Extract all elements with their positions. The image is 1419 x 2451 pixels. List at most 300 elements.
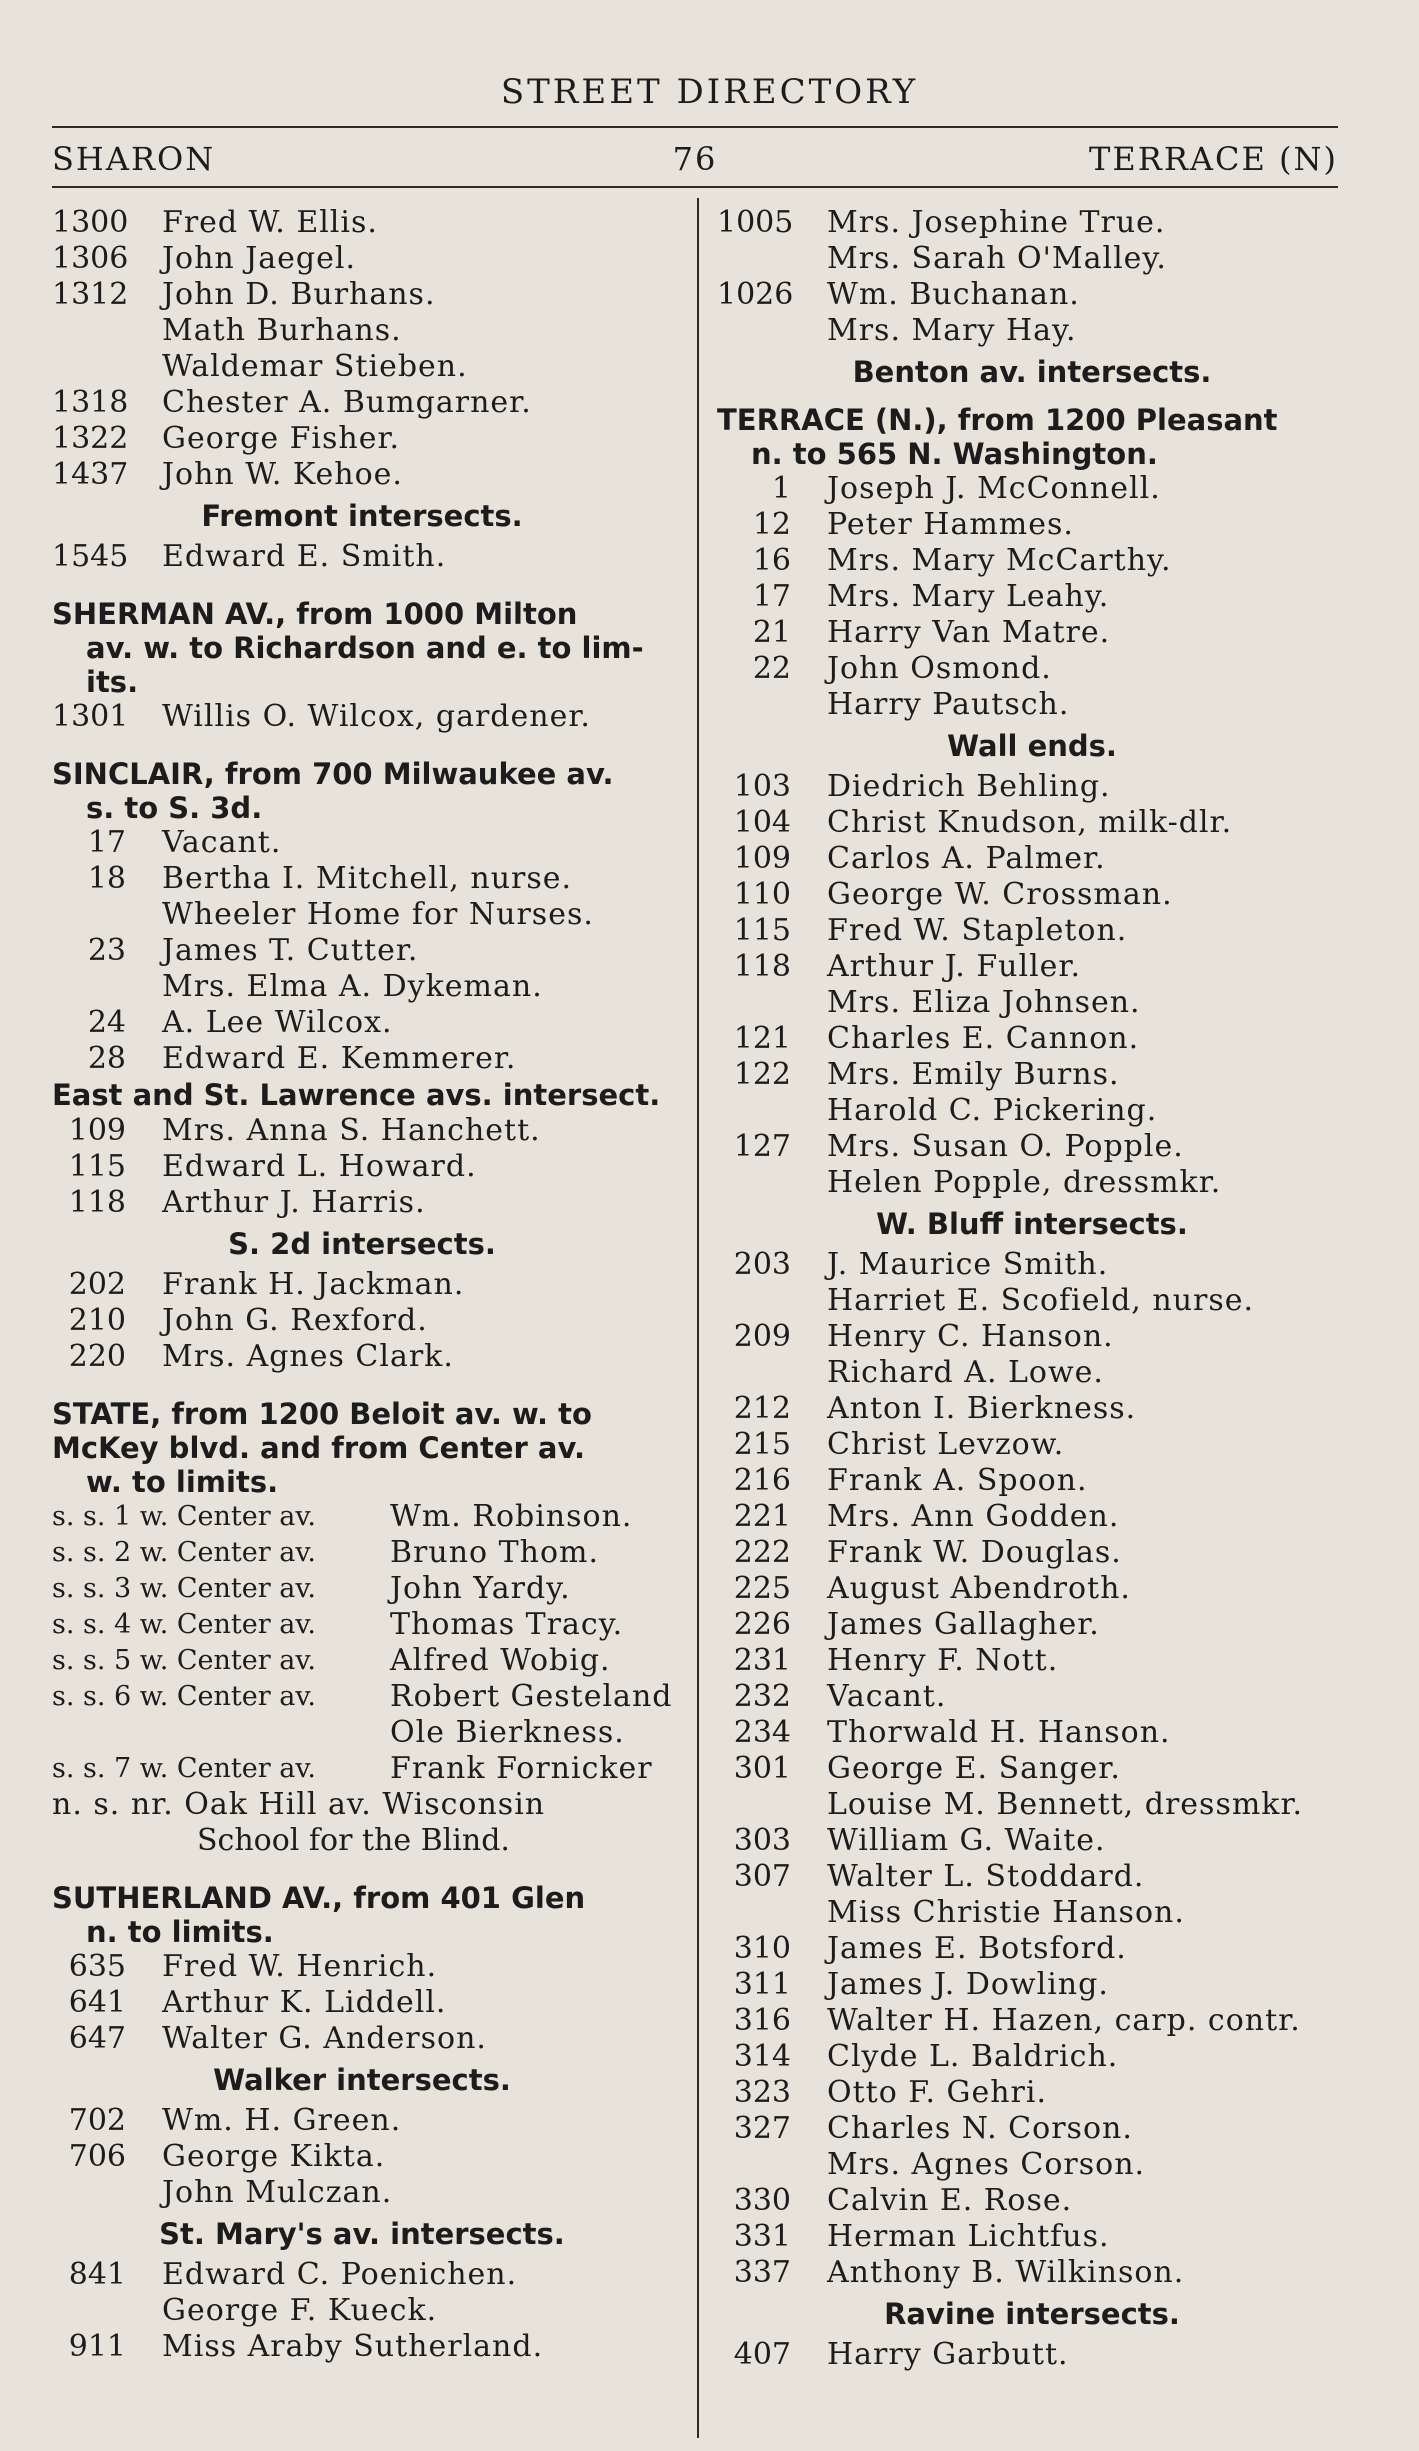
resident-name: Mrs. Mary McCarthy. [827, 543, 1172, 578]
directory-entry [52, 385, 672, 421]
house-number: 234 [733, 1715, 791, 1750]
directory-entry [717, 1499, 1347, 1535]
resident-name: Carlos A. Palmer. [827, 841, 1106, 876]
resident-name: Wheeler Home for Nurses. [162, 897, 594, 932]
directory-entry [52, 1339, 672, 1375]
resident-name: Walter G. Anderson. [162, 2021, 487, 2056]
column-divider [697, 198, 699, 2438]
directory-entry [717, 1571, 1347, 1607]
directory-entry [717, 2219, 1347, 2255]
resident-name: James T. Cutter. [162, 933, 419, 968]
resident-name: Chester A. Bumgarner. [162, 385, 532, 420]
directory-entry [52, 1113, 672, 1149]
resident-name: Miss Araby Sutherland. [162, 2329, 544, 2364]
directory-entry [717, 2255, 1347, 2291]
state-entry [52, 1607, 672, 1643]
house-number: 911 [68, 2329, 126, 2364]
resident-name: Wm. H. Green. [162, 2103, 402, 2138]
resident-name: Fred W. Henrich. [162, 1949, 438, 1984]
resident-name: Herman Lichtfus. [827, 2219, 1110, 2254]
street-heading-line: STATE, from 1200 Beloit av. w. to [52, 1397, 592, 1431]
resident-name: John W. Kehoe. [162, 457, 403, 492]
cross-street: Fremont intersects. [201, 499, 523, 533]
header-rule-bottom [52, 186, 1338, 188]
resident-name: John G. Rexford. [162, 1303, 428, 1338]
directory-entry [52, 2329, 672, 2365]
directory-entry [52, 349, 672, 385]
house-number: 24 [87, 1005, 126, 1040]
resident-name: August Abendroth. [827, 1571, 1131, 1606]
resident-name: Arthur K. Liddell. [162, 1985, 447, 2020]
directory-entry [717, 1355, 1347, 1391]
entry-list [52, 2257, 672, 2365]
directory-entry [717, 205, 1347, 241]
resident-name: James Gallagher. [827, 1607, 1100, 1642]
street-heading-line: SHERMAN AV., from 1000 Milton [52, 597, 578, 631]
resident-name: Henry C. Hanson. [827, 1319, 1114, 1354]
house-number: 330 [733, 2183, 791, 2218]
house-number: 122 [733, 1057, 791, 1092]
directory-entry [52, 861, 672, 897]
directory-entry [717, 805, 1347, 841]
resident-name: J. Maurice Smith. [827, 1247, 1109, 1282]
directory-entry [717, 1931, 1347, 1967]
house-number: 311 [733, 1967, 791, 2002]
resident-name: Edward C. Poenichen. [162, 2257, 518, 2292]
resident-name: Harry Garbutt. [827, 2337, 1069, 2372]
resident-name: Fred W. Stapleton. [827, 913, 1128, 948]
directory-entry [717, 2039, 1347, 2075]
house-number: 212 [733, 1391, 791, 1426]
directory-entry [717, 1607, 1347, 1643]
directory-entry [717, 1093, 1347, 1129]
resident-name: Helen Popple, dressmkr. [827, 1165, 1222, 1200]
street-heading-line: s. to S. 3d. [86, 791, 263, 825]
directory-entry [52, 421, 672, 457]
cross-street: Benton av. intersects. [852, 355, 1212, 389]
directory-entry [717, 1643, 1347, 1679]
resident-name: Thorwald H. Hanson. [827, 1715, 1171, 1750]
resident-name: Charles N. Corson. [827, 2111, 1133, 2146]
street-heading-line: n. to 565 N. Washington. [751, 437, 1158, 471]
resident-name: Calvin E. Rose. [827, 2183, 1073, 2218]
resident-name: Walter L. Stoddard. [827, 1859, 1145, 1894]
resident-name: Harriet E. Scofield, nurse. [827, 1283, 1255, 1318]
directory-entry [52, 933, 672, 969]
house-number: 222 [733, 1535, 791, 1570]
resident-name: Anthony B. Wilkinson. [827, 2255, 1185, 2290]
house-number: 641 [68, 1985, 126, 2020]
house-number: 301 [733, 1751, 791, 1786]
directory-entry [52, 2103, 672, 2139]
street-heading-sutherland [52, 1881, 672, 1949]
entry-list [717, 769, 1347, 1201]
resident-name: Miss Christie Hanson. [827, 1895, 1185, 1930]
directory-entry [717, 2075, 1347, 2111]
resident-name: John Osmond. [827, 651, 1052, 686]
house-number: 109 [68, 1113, 126, 1148]
house-number: 17 [752, 579, 791, 614]
house-number: 1300 [52, 205, 129, 240]
resident-name: Mrs. Mary Hay. [827, 313, 1077, 348]
resident-name: Charles E. Cannon. [827, 1021, 1140, 1056]
house-number: 127 [733, 1129, 791, 1164]
entry-location: s. s. 3 w. Center av. [52, 1573, 316, 1604]
resident-name: John Mulczan. [162, 2175, 393, 2210]
resident-name: George E. Sanger. [827, 1751, 1121, 1786]
resident-name: Harry Van Matre. [827, 615, 1111, 650]
resident-name: Walter H. Hazen, carp. contr. [827, 2003, 1301, 2038]
directory-entry [52, 313, 672, 349]
resident-name: Harry Pautsch. [827, 687, 1070, 722]
directory-entry [52, 2257, 672, 2293]
directory-entry [717, 1895, 1347, 1931]
directory-entry [52, 699, 672, 735]
entry-list [52, 1113, 672, 1221]
resident-name: Christ Levzow. [827, 1427, 1065, 1462]
directory-entry [52, 2139, 672, 2175]
directory-entry [717, 841, 1347, 877]
house-number: 307 [733, 1859, 791, 1894]
header-rule [52, 126, 1338, 128]
house-number: 221 [733, 1499, 791, 1534]
resident-name: Edward E. Smith. [162, 539, 447, 574]
resident-name: A. Lee Wilcox. [162, 1005, 393, 1040]
state-entry [52, 1643, 672, 1679]
street-heading-line: its. [86, 665, 139, 699]
directory-entry [52, 1185, 672, 1221]
directory-entry [717, 1283, 1347, 1319]
cross-street: W. Bluff intersects. [876, 1207, 1188, 1241]
state-entry [52, 1751, 672, 1787]
entry-list [52, 2103, 672, 2211]
house-number: 407 [733, 2337, 791, 2372]
left-column [52, 205, 672, 2365]
resident-name: Bertha I. Mitchell, nurse. [162, 861, 573, 896]
entry-location: s. s. 4 w. Center av. [52, 1609, 316, 1640]
directory-entry [717, 769, 1347, 805]
street-heading-line: McKey blvd. and from Center av. [52, 1431, 586, 1465]
house-number: 647 [68, 2021, 126, 2056]
resident-name: Christ Knudson, milk-dlr. [827, 805, 1233, 840]
resident-name: John Jaegel. [162, 241, 357, 276]
resident-name: Mrs. Emily Burns. [827, 1057, 1120, 1092]
entry-list [52, 539, 672, 575]
resident-name: Mrs. Anna S. Hanchett. [162, 1113, 541, 1148]
street-heading-line: SUTHERLAND AV., from 401 Glen [52, 1881, 586, 1915]
entry-location: s. s. 6 w. Center av. [52, 1681, 316, 1712]
house-number: 841 [68, 2257, 126, 2292]
resident-name: Frank Fornicker [390, 1751, 653, 1786]
directory-entry [717, 2337, 1347, 2373]
house-number: 103 [733, 769, 791, 804]
resident-name: George W. Crossman. [827, 877, 1173, 912]
directory-entry [717, 985, 1347, 1021]
house-number: 327 [733, 2111, 791, 2146]
resident-name: George Fisher. [162, 421, 401, 456]
house-number: 118 [733, 949, 791, 984]
directory-entry [717, 913, 1347, 949]
street-heading-line: n. to limits. [86, 1915, 274, 1949]
directory-entry [52, 2021, 672, 2057]
resident-name: Joseph J. McConnell. [827, 471, 1161, 506]
resident-name: Edward E. Kemmerer. [162, 1041, 517, 1076]
resident-name: Wm. Robinson. [390, 1499, 633, 1534]
resident-name: Harold C. Pickering. [827, 1093, 1158, 1128]
header-right: TERRACE (N) [1089, 140, 1338, 178]
entry-list [717, 471, 1347, 723]
resident-name: James J. Dowling. [827, 1967, 1109, 2002]
page-title: STREET DIRECTORY [500, 72, 919, 112]
page-number: 76 [672, 140, 718, 178]
directory-entry [717, 1463, 1347, 1499]
directory-entry [52, 825, 672, 861]
directory-entry [717, 471, 1347, 507]
street-heading-sinclair [52, 757, 672, 825]
state-entry-list [52, 1499, 672, 1787]
state-entry [52, 1535, 672, 1571]
street-heading-line: SINCLAIR, from 700 Milwaukee av. [52, 757, 614, 791]
house-number: 310 [733, 1931, 791, 1966]
directory-entry [717, 651, 1347, 687]
resident-name: Mrs. Agnes Clark. [162, 1339, 454, 1374]
cross-street: S. 2d intersects. [228, 1227, 496, 1261]
state-north-entry-cont: School for the Blind. [197, 1823, 510, 1858]
resident-name: Edward L. Howard. [162, 1149, 477, 1184]
directory-entry [717, 579, 1347, 615]
house-number: 22 [752, 651, 791, 686]
directory-entry [717, 1967, 1347, 2003]
resident-name: Thomas Tracy. [390, 1607, 624, 1642]
resident-name: Louise M. Bennett, dressmkr. [827, 1787, 1304, 1822]
house-number: 225 [733, 1571, 791, 1606]
entry-list [52, 1949, 672, 2057]
resident-name: George Kikta. [162, 2139, 386, 2174]
directory-entry [52, 457, 672, 493]
entry-location: s. s. 7 w. Center av. [52, 1753, 316, 1784]
directory-entry [52, 1303, 672, 1339]
resident-name: William G. Waite. [827, 1823, 1106, 1858]
house-number: 706 [68, 2139, 126, 2174]
resident-name: Otto F. Gehri. [827, 2075, 1048, 2110]
state-entry [52, 1715, 672, 1751]
resident-name: Vacant. [162, 825, 282, 860]
entry-list [52, 825, 672, 1077]
directory-entry [717, 615, 1347, 651]
resident-name: Peter Hammes. [827, 507, 1074, 542]
directory-entry [717, 1715, 1347, 1751]
resident-name: Mrs. Mary Leahy. [827, 579, 1110, 614]
directory-entry [52, 1949, 672, 1985]
directory-entry [717, 1319, 1347, 1355]
resident-name: Arthur J. Harris. [162, 1185, 426, 1220]
house-number: 1322 [52, 421, 129, 456]
directory-entry [52, 969, 672, 1005]
directory-entry [717, 1021, 1347, 1057]
house-number: 314 [733, 2039, 791, 2074]
directory-entry [52, 241, 672, 277]
resident-name: Arthur J. Fuller. [827, 949, 1082, 984]
resident-name: Wm. Buchanan. [827, 277, 1080, 312]
street-heading-sherman [52, 597, 672, 699]
house-number: 1437 [52, 457, 129, 492]
resident-name: Frank H. Jackman. [162, 1267, 465, 1302]
resident-name: Diedrich Behling. [827, 769, 1111, 804]
house-number: 635 [68, 1949, 126, 1984]
resident-name: Mrs. Sarah O'Malley. [827, 241, 1167, 276]
house-number: 1301 [52, 699, 129, 734]
directory-entry [717, 1679, 1347, 1715]
resident-name: Mrs. Eliza Johnsen. [827, 985, 1141, 1020]
street-heading-line: w. to limits. [86, 1465, 279, 1499]
cross-street: East and St. Lawrence avs. intersect. [52, 1078, 661, 1112]
state-entry [52, 1571, 672, 1607]
state-north-entry: n. s. nr. Oak Hill av. Wisconsin [52, 1787, 546, 1822]
house-number: 226 [733, 1607, 791, 1642]
directory-entry [717, 687, 1347, 723]
house-number: 1 [771, 471, 791, 506]
directory-entry [717, 2183, 1347, 2219]
directory-entry [717, 1787, 1347, 1823]
house-number: 231 [733, 1643, 791, 1678]
entry-list [52, 699, 672, 735]
house-number: 118 [68, 1185, 126, 1220]
house-number: 16 [752, 543, 791, 578]
resident-name: Anton I. Bierkness. [827, 1391, 1137, 1426]
directory-entry [717, 1391, 1347, 1427]
entry-list [52, 205, 672, 493]
entry-list [717, 2337, 1347, 2373]
house-number: 28 [87, 1041, 126, 1076]
entry-location: s. s. 5 w. Center av. [52, 1645, 316, 1676]
house-number: 202 [68, 1267, 126, 1302]
house-number: 331 [733, 2219, 791, 2254]
directory-entry [717, 1823, 1347, 1859]
resident-name: Math Burhans. [162, 313, 402, 348]
directory-entry [717, 1751, 1347, 1787]
resident-name: Richard A. Lowe. [827, 1355, 1104, 1390]
resident-name: Willis O. Wilcox, gardener. [162, 699, 591, 734]
resident-name: Mrs. Susan O. Popple. [827, 1129, 1184, 1164]
directory-entry [717, 313, 1347, 349]
directory-entry [52, 897, 672, 933]
street-heading-line: av. w. to Richardson and e. to lim- [86, 631, 644, 665]
house-number: 17 [87, 825, 126, 860]
state-entry [52, 1679, 672, 1715]
resident-name: Clyde L. Baldrich. [827, 2039, 1119, 2074]
directory-entry [717, 241, 1347, 277]
house-number: 232 [733, 1679, 791, 1714]
house-number: 115 [733, 913, 791, 948]
resident-name: John D. Burhans. [162, 277, 436, 312]
entry-location: s. s. 1 w. Center av. [52, 1501, 316, 1532]
house-number: 1312 [52, 277, 129, 312]
directory-entry [717, 1427, 1347, 1463]
house-number: 1545 [52, 539, 129, 574]
directory-entry [717, 2111, 1347, 2147]
house-number: 209 [733, 1319, 791, 1354]
directory-entry [717, 1535, 1347, 1571]
directory-entry [717, 1129, 1347, 1165]
house-number: 702 [68, 2103, 126, 2138]
house-number: 303 [733, 1823, 791, 1858]
directory-entry [717, 543, 1347, 579]
resident-name: Robert Gesteland [390, 1679, 673, 1714]
entry-list [717, 205, 1347, 349]
header-left: SHARON [52, 140, 216, 178]
cross-street: St. Mary's av. intersects. [159, 2217, 565, 2251]
resident-name: John Yardy. [390, 1571, 571, 1606]
house-number: 23 [87, 933, 126, 968]
directory-entry [52, 1041, 672, 1077]
directory-entry [52, 277, 672, 313]
street-heading-terrace [717, 403, 1347, 471]
directory-entry [52, 2175, 672, 2211]
resident-name: Waldemar Stieben. [162, 349, 468, 384]
directory-entry [52, 2293, 672, 2329]
resident-name: Frank W. Douglas. [827, 1535, 1122, 1570]
cross-street: Walker intersects. [213, 2063, 511, 2097]
street-heading-state [52, 1397, 672, 1499]
house-number: 12 [752, 507, 791, 542]
resident-name: Mrs. Agnes Corson. [827, 2147, 1146, 2182]
house-number: 215 [733, 1427, 791, 1462]
house-number: 316 [733, 2003, 791, 2038]
house-number: 109 [733, 841, 791, 876]
house-number: 210 [68, 1303, 126, 1338]
street-heading-line: TERRACE (N.), from 1200 Pleasant [717, 403, 1278, 437]
house-number: 21 [752, 615, 791, 650]
directory-entry [52, 539, 672, 575]
directory-entry [52, 205, 672, 241]
directory-entry [52, 1149, 672, 1185]
house-number: 1005 [717, 205, 794, 240]
house-number: 337 [733, 2255, 791, 2290]
resident-name: Mrs. Josephine True. [827, 205, 1166, 240]
house-number: 1026 [717, 277, 794, 312]
resident-name: Vacant. [827, 1679, 947, 1714]
directory-entry [52, 1005, 672, 1041]
directory-entry [717, 877, 1347, 913]
resident-name: Frank A. Spoon. [827, 1463, 1088, 1498]
directory-entry [717, 277, 1347, 313]
house-number: 115 [68, 1149, 126, 1184]
resident-name: George F. Kueck. [162, 2293, 438, 2328]
resident-name: Henry F. Nott. [827, 1643, 1059, 1678]
house-number: 104 [733, 805, 791, 840]
directory-entry [52, 1985, 672, 2021]
directory-entry [717, 949, 1347, 985]
directory-entry [717, 507, 1347, 543]
cross-street: Wall ends. [947, 729, 1117, 763]
entry-list [52, 1267, 672, 1375]
right-column [717, 205, 1347, 2373]
directory-entry [717, 1247, 1347, 1283]
house-number: 203 [733, 1247, 791, 1282]
resident-name: James E. Botsford. [827, 1931, 1127, 1966]
directory-entry [717, 1165, 1347, 1201]
house-number: 1306 [52, 241, 129, 276]
entry-list [717, 1247, 1347, 2291]
entry-location: s. s. 2 w. Center av. [52, 1537, 316, 1568]
house-number: 1318 [52, 385, 129, 420]
resident-name: Alfred Wobig. [390, 1643, 611, 1678]
directory-entry [717, 2003, 1347, 2039]
house-number: 323 [733, 2075, 791, 2110]
house-number: 110 [733, 877, 791, 912]
house-number: 121 [733, 1021, 791, 1056]
directory-entry [717, 2147, 1347, 2183]
